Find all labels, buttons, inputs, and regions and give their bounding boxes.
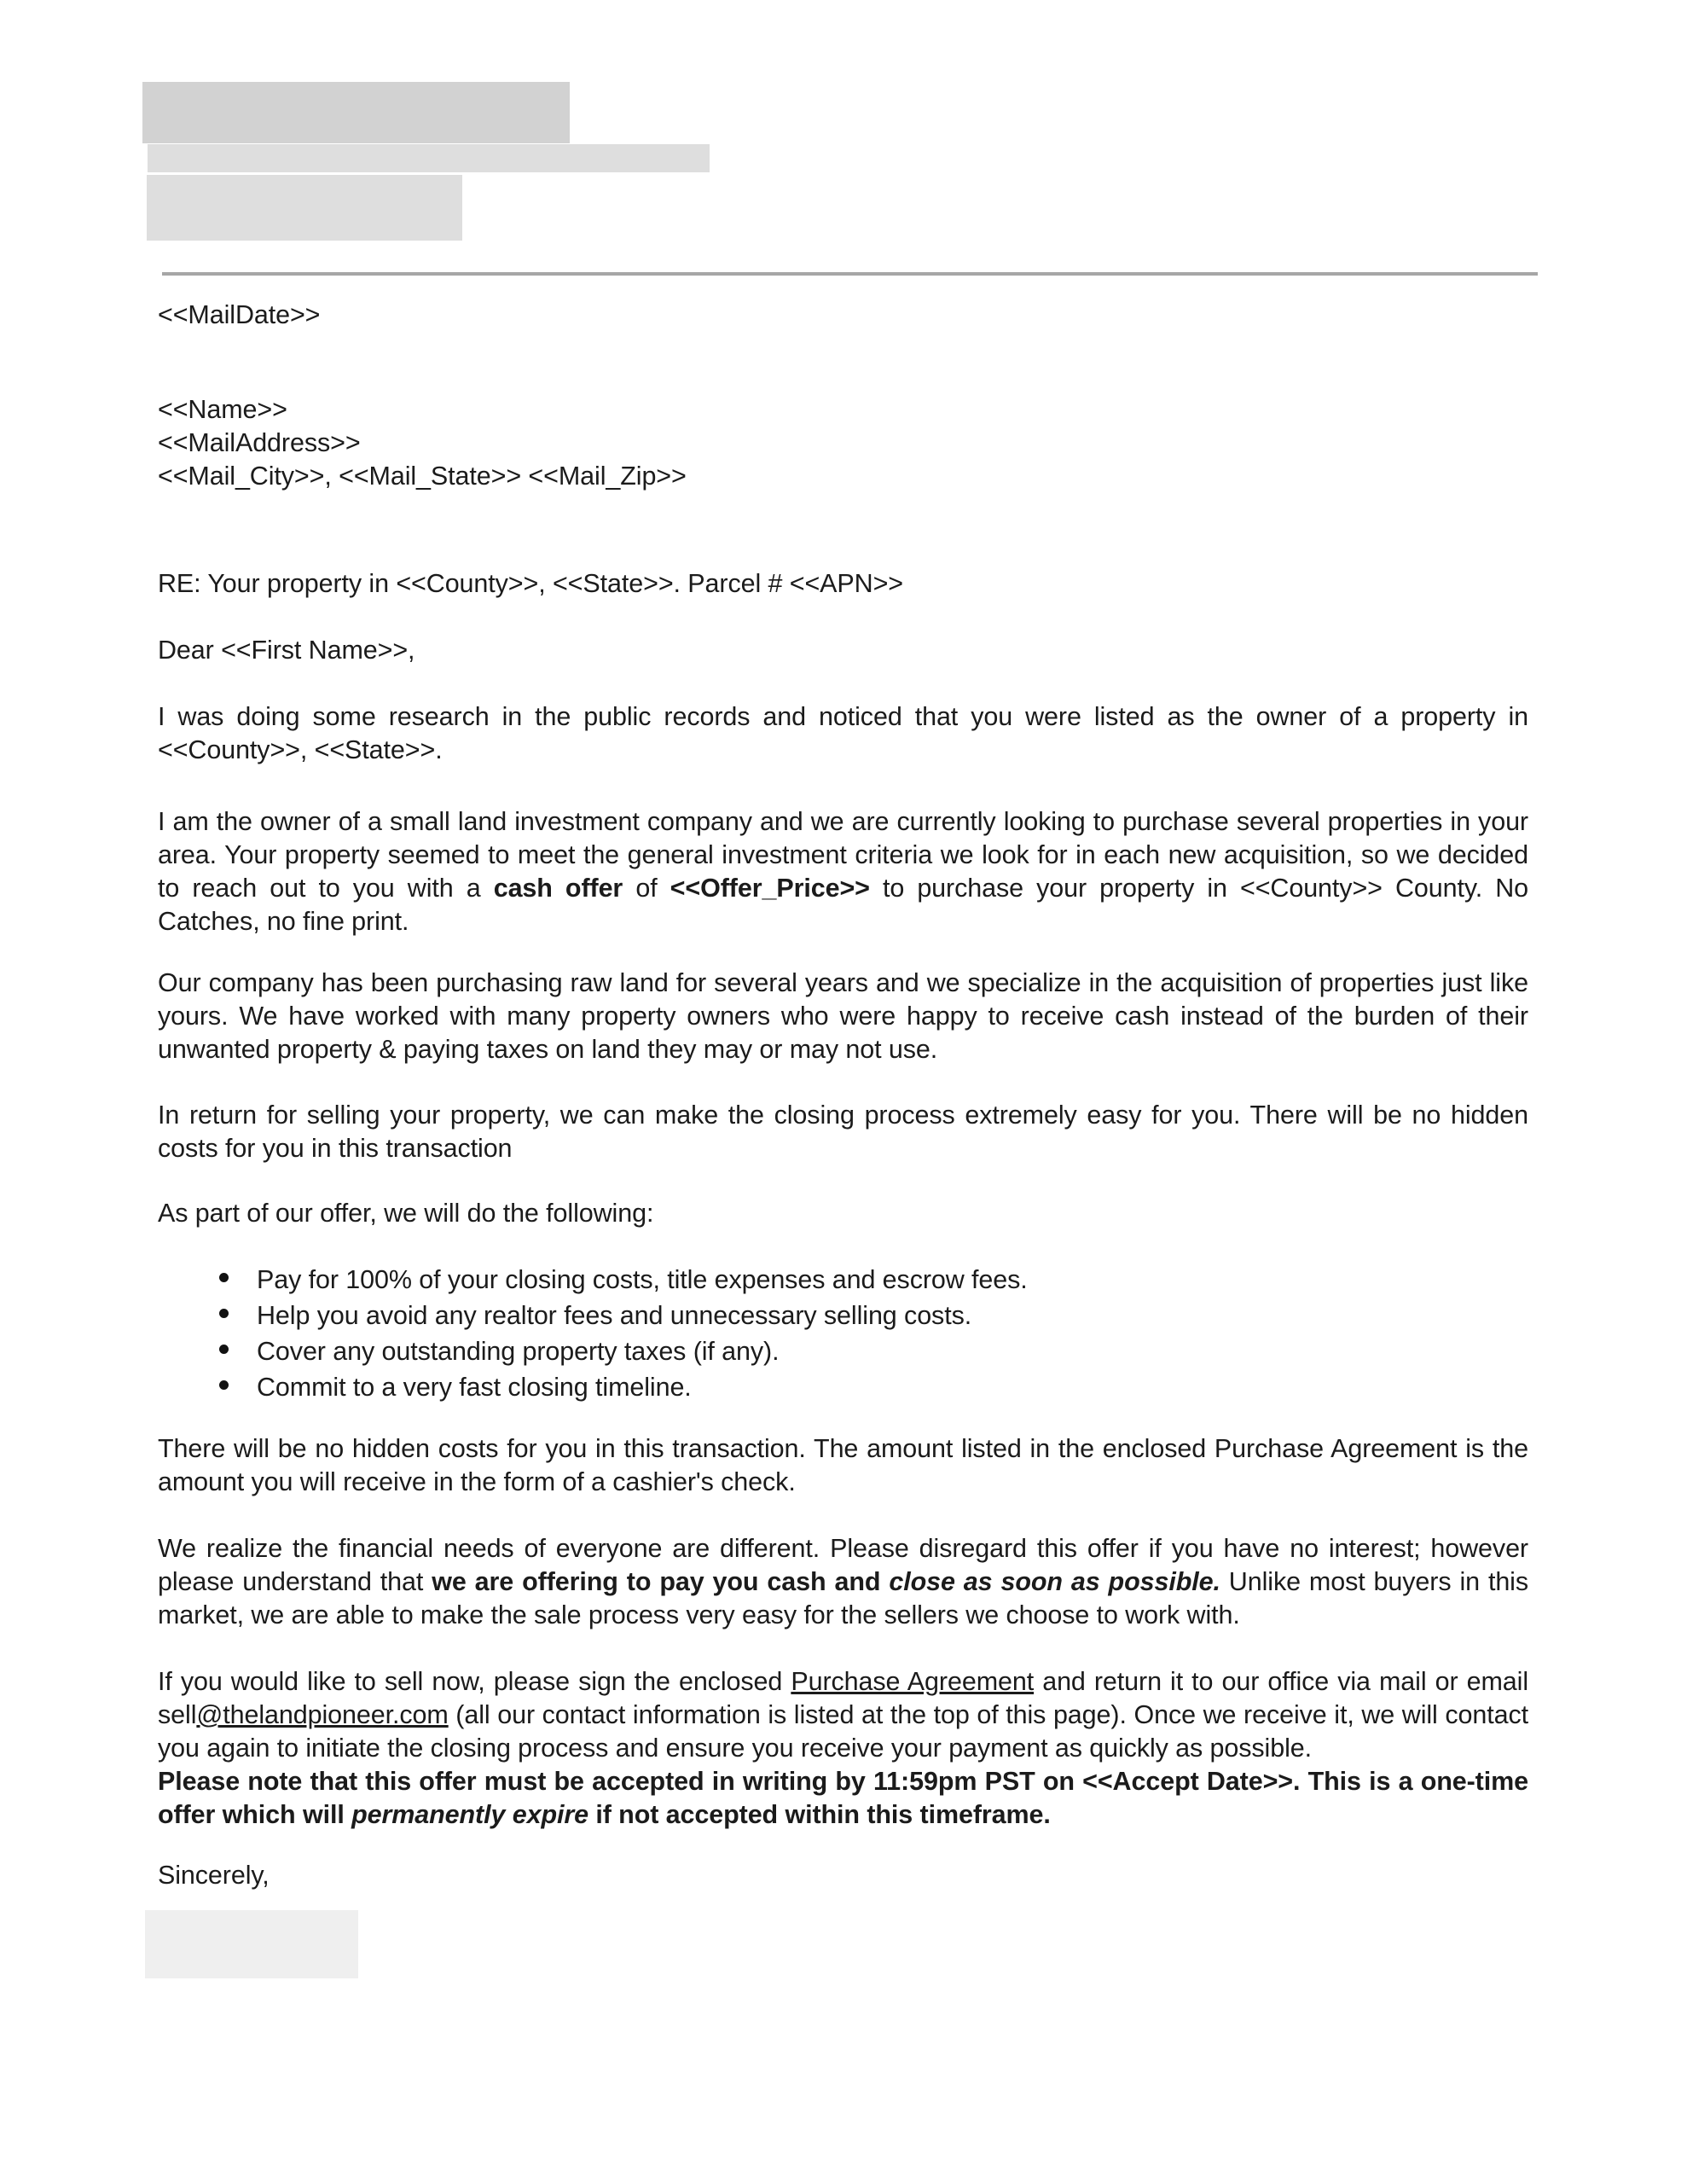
paragraph-deadline-notice [158, 1765, 1528, 1832]
subject-re-line: RE: Your property in <<County>>, <<State>>. Parcel # <<APN>> [158, 569, 904, 598]
text-run: Purchase Agreement [791, 1667, 1035, 1696]
text-run: <<Offer_Price>> [670, 874, 870, 903]
text-run: we are offering to pay you cash and [432, 1567, 890, 1596]
text-run: of [623, 874, 670, 903]
text-run: I am the owner of a small land investment company and we are currently looking to purchase several properties in your area. Your property seemed to meet the general investment criteria we look for in each new acquisition, so we decided to reach out to you with a [158, 807, 1528, 903]
redacted-letterhead-contact-block [147, 175, 462, 241]
bullet-item-closing-costs [158, 1262, 1528, 1298]
bullet-dot-icon [219, 1380, 229, 1390]
text-run: There will be no hidden costs for you in this transaction. The amount listed in the enclosed Purchase Agreement is the amount you will receive in the form of a cashier's check. [158, 1434, 1528, 1496]
letterhead-divider-rule [162, 272, 1538, 276]
text-run: I was doing some research in the public records and noticed that you were listed as the owner of a property in <<County>>, <<State>>. [158, 702, 1528, 764]
bullet-dot-icon [219, 1345, 229, 1354]
letter-body [158, 299, 1528, 1892]
paragraph-offer-lead-in [158, 1197, 1528, 1230]
redacted-letterhead-logo [142, 82, 570, 143]
redacted-letterhead-address-line [148, 144, 710, 172]
text-run: if not accepted within this timeframe. [588, 1800, 1051, 1829]
offer-bullet-list [158, 1262, 1528, 1405]
text-run: As part of our offer, we will do the following: [158, 1199, 654, 1228]
paragraph-cash-offer [158, 805, 1528, 938]
text-run: In return for selling your property, we can make the closing process extremely easy for you. There will be no hidden costs for you in this transaction [158, 1101, 1528, 1163]
text-run: and return it to our office via mail or email sell [158, 1667, 1529, 1729]
bullet-dot-icon [219, 1309, 229, 1318]
text-run: Please note that this offer must be accepted in writing by 11:59pm PST on <<Accept Date>>. This is a one-time offer which will [158, 1767, 1528, 1829]
salutation: Dear <<First Name>>, [158, 636, 415, 665]
text-run: Unlike most buyers in this market, we are able to make the sale process very easy for the sellers we choose to work with. [158, 1567, 1529, 1629]
recipient-name-merge-field: <<Name>> [158, 395, 287, 424]
paragraph-easy-closing [158, 1099, 1528, 1165]
text-run: Our company has been purchasing raw land for several years and we specialize in the acquisition of properties just like yours. We have worked with many property owners who were happy to receive cash instead of the burden of their unwanted property & paying taxes on land they may or may not use. [158, 968, 1528, 1064]
paragraph-financial-needs [158, 1532, 1528, 1632]
text-run: cash offer [493, 874, 623, 903]
text-run: We realize the financial needs of everyone are different. Please disregard this offer if you have no interest; however please understand that [158, 1534, 1528, 1596]
bullet-item-property-taxes [158, 1333, 1528, 1369]
bullet-text: Cover any outstanding property taxes (if any). [257, 1337, 780, 1366]
redacted-signature [145, 1910, 358, 1978]
closing-sincerely: Sincerely, [158, 1861, 270, 1890]
bullet-text: Help you avoid any realtor fees and unnecessary selling costs. [257, 1301, 972, 1330]
bullet-text: Pay for 100% of your closing costs, title expenses and escrow fees. [257, 1265, 1028, 1294]
email-link[interactable]: @thelandpioneer.com [196, 1700, 449, 1729]
bullet-item-fast-closing [158, 1369, 1528, 1405]
text-run: If you would like to sell now, please sign the enclosed [158, 1667, 791, 1696]
paragraph-no-hidden-costs [158, 1432, 1528, 1499]
text-run: to purchase your property in <<County>> County. No Catches, no fine print. [158, 874, 1529, 936]
paragraph-intro-research [158, 700, 1528, 767]
paragraph-company-background [158, 967, 1528, 1066]
bullet-text: Commit to a very fast closing timeline. [257, 1373, 692, 1402]
mail-date-merge-field: <<MailDate>> [158, 300, 321, 329]
text-run: permanently expire [351, 1800, 588, 1829]
bullet-dot-icon [219, 1273, 229, 1282]
paragraph-how-to-accept [158, 1665, 1528, 1765]
text-run: close as soon as possible. [889, 1567, 1220, 1596]
recipient-street-merge-field: <<MailAddress>> [158, 428, 361, 457]
recipient-address-block [158, 393, 1528, 493]
text-run: (all our contact information is listed at the top of this page). Once we receive it, we will contact you again to initiate the closing process and ensure you receive your payment as quickly as possible. [158, 1700, 1528, 1763]
bullet-item-realtor-fees [158, 1298, 1528, 1333]
recipient-city-state-zip-merge-field: <<Mail_City>>, <<Mail_State>> <<Mail_Zip>> [158, 462, 687, 491]
